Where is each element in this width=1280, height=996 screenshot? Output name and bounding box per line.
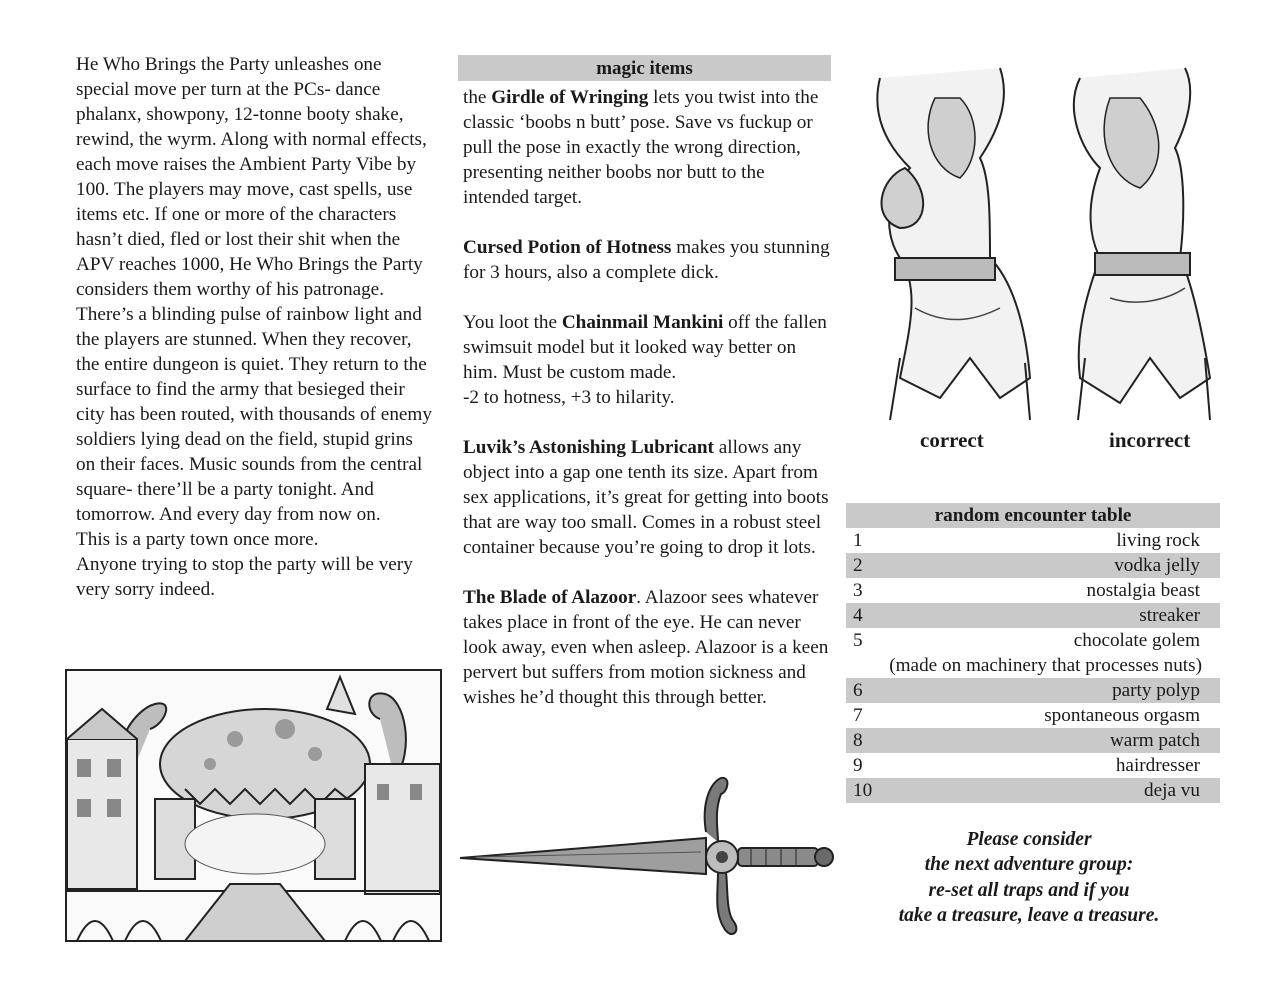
table-row	[846, 753, 1220, 778]
encounter-number: 4	[853, 605, 863, 626]
encounter-name: vodka jelly	[1114, 555, 1200, 576]
closing-line: take a treasure, leave a treasure.	[898, 904, 1160, 926]
narrative-paragraph: He Who Brings the Party unleashes one special move per turn at the PCs- dance phalanx, showpony, 12-tonne booty shake, rewind, the wyrm. Along with normal effects, each move raises the Ambient Party Vibe by 100. The players may move, cast spells, use items etc. If one or more of the characters hasn’t died, fled or lost their shit when the APV reaches 1000, He Who Brings the Party considers them worthy of his patronage. There’s a blinding pulse of rainbow light and the players are stunned. When they recover, the entire dungeon is quiet. They return to the surface to find the army that besieged their city has been routed, with thousands of enemy soldiers lying dead on the field, stupid grins on their faces. Music sounds from the central square- there’ll be a party tonight. And tomorrow. And every day from now on.	[76, 54, 432, 525]
encounter-number: 10	[853, 780, 873, 801]
encounter-number: 1	[853, 530, 863, 551]
table-row	[846, 728, 1220, 753]
narrative-paragraph: Anyone trying to stop the party will be very very sorry indeed.	[76, 554, 413, 600]
encounter-name: party polyp	[1112, 680, 1200, 701]
magic-item-entry	[463, 85, 831, 210]
pose-caption-correct: correct	[920, 428, 984, 452]
encounter-number: 5	[853, 630, 863, 651]
closing-line: the next adventure group:	[924, 854, 1134, 876]
item-name: The Blade of Alazoor	[463, 587, 637, 608]
item-stat-modifier: -2 to hotness, +3 to hilarity.	[463, 387, 675, 408]
encounter-name: chocolate golem	[1073, 630, 1200, 651]
encounter-name: living rock	[1116, 530, 1200, 551]
pose-caption-incorrect: incorrect	[1109, 428, 1191, 452]
encounter-name: deja vu	[1144, 780, 1200, 801]
closing-note	[846, 827, 1212, 928]
blade-of-alazoor-illustration	[456, 772, 836, 942]
closing-line: Please consider	[966, 829, 1092, 850]
table-row	[846, 778, 1220, 803]
item-lead-text: You loot the	[463, 312, 562, 333]
narrative-paragraph: This is a party town once more.	[76, 529, 319, 550]
magic-item-entry	[463, 310, 831, 410]
table-row	[846, 603, 1220, 628]
encounter-number: 6	[853, 680, 863, 701]
encounter-name: warm patch	[1109, 730, 1200, 751]
magic-item-entry	[463, 435, 831, 560]
party-city-illustration	[65, 669, 442, 942]
table-row	[846, 703, 1220, 728]
table-row	[846, 528, 1220, 553]
magic-items-section	[458, 55, 831, 710]
encounter-name: streaker	[1139, 605, 1200, 626]
item-description: makes you stunning for 3 hours, also a complete dick.	[463, 237, 830, 283]
encounter-name: nostalgia beast	[1086, 580, 1200, 601]
random-encounter-table	[846, 503, 1220, 803]
encounter-number: 7	[853, 705, 863, 726]
magic-item-entry	[463, 585, 831, 710]
encounter-name: hairdresser	[1115, 755, 1200, 776]
item-description: . Alazoor sees whatever takes place in front of the eye. He can never look away, even when asleep. Alazoor is a keen pervert but suffers from motion sickness and wishes he’d thought this through better.	[463, 587, 829, 708]
item-name: Luvik’s Astonishing Lubricant	[463, 437, 714, 458]
girdle-pose-illustration	[840, 58, 1220, 420]
item-description: off the fallen swimsuit model but it looked way better on him. Must be custom made.	[463, 312, 827, 383]
magic-items-heading: magic items	[458, 55, 831, 81]
table-row	[846, 628, 1220, 653]
item-description: lets you twist into the classic ‘boobs n butt’ pose. Save vs fuckup or pull the pose in exactly the wrong direction, presenting neither boobs nor butt to the intended target.	[463, 87, 819, 208]
table-row	[846, 553, 1220, 578]
encounter-name: spontaneous orgasm	[1044, 705, 1200, 726]
item-lead-text: the	[463, 87, 492, 108]
closing-line: re-set all traps and if you	[928, 879, 1130, 901]
encounter-number: 8	[853, 730, 863, 751]
encounter-note: (made on machinery that processes nuts)	[889, 655, 1202, 676]
party-narrative	[76, 52, 436, 602]
table-row	[846, 678, 1220, 703]
item-description: allows any object into a gap one tenth its size. Apart from sex applications, it’s great for getting into boots that are way too small. Comes in a robust steel container because you’re going to drop it lots.	[463, 437, 829, 558]
magic-item-entry	[463, 235, 831, 285]
encounter-number: 2	[853, 555, 863, 576]
item-name: Girdle of Wringing	[491, 87, 649, 108]
encounter-table-title: random encounter table	[846, 503, 1220, 528]
encounter-number: 3	[853, 580, 863, 601]
item-name: Cursed Potion of Hotness	[463, 237, 672, 258]
item-name: Chainmail Mankini	[561, 312, 724, 333]
table-row	[846, 578, 1220, 603]
encounter-number: 9	[853, 755, 863, 776]
